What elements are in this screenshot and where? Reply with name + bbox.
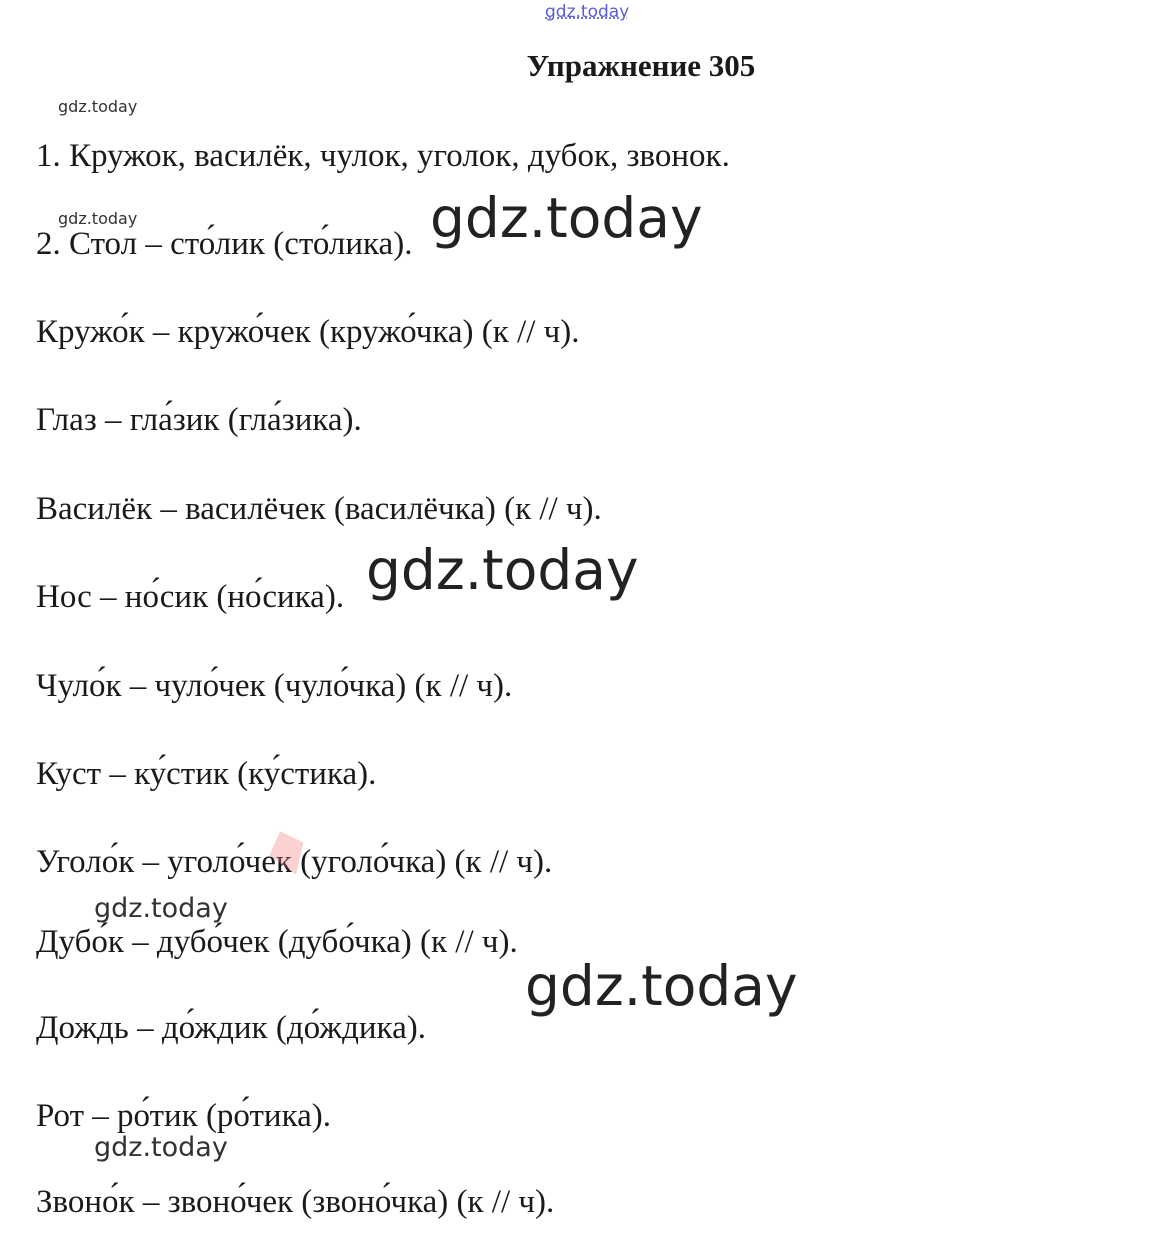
list-item: Уголо́к – уголо́чек (уголо́чка) (к // ч).: [36, 844, 553, 880]
list-item: Дождь – до́ждик (до́ждика).: [36, 1010, 426, 1046]
list-item: Рот – ро́тик (ро́тика).: [36, 1098, 332, 1134]
watermark: gdz.today: [58, 97, 138, 116]
watermark: gdz.today: [430, 186, 703, 250]
list-item: Чуло́к – чуло́чек (чуло́чка) (к // ч).: [36, 668, 513, 704]
watermark: gdz.today: [366, 538, 639, 602]
list-item: 1. Кружок, василёк, чулок, уголок, дубок, звонок.: [36, 138, 730, 174]
watermark: gdz.today: [525, 954, 798, 1018]
list-item: Нос – но́сик (но́сика).: [36, 579, 345, 615]
watermark: gdz.today: [58, 209, 138, 228]
list-item: Куст – ку́стик (ку́стика).: [36, 756, 377, 792]
watermark: gdz.today: [94, 1132, 228, 1163]
page-title: Упражнение 305: [526, 48, 756, 83]
list-item: 2. Стол – сто́лик (сто́лика).: [36, 226, 413, 262]
watermark: gdz.today: [545, 2, 630, 22]
list-item: Глаз – гла́зик (гла́зика).: [36, 402, 362, 438]
list-item: Звоно́к – звоно́чек (звоно́чка) (к // ч).: [36, 1184, 555, 1220]
watermark: gdz.today: [94, 893, 228, 924]
list-item: Кружо́к – кружо́чек (кружо́чка) (к // ч).: [36, 314, 580, 350]
list-item: Дубо́к – дубо́чек (дубо́чка) (к // ч).: [36, 924, 518, 960]
list-item: Василёк – василёчек (василёчка) (к // ч).: [36, 491, 602, 527]
